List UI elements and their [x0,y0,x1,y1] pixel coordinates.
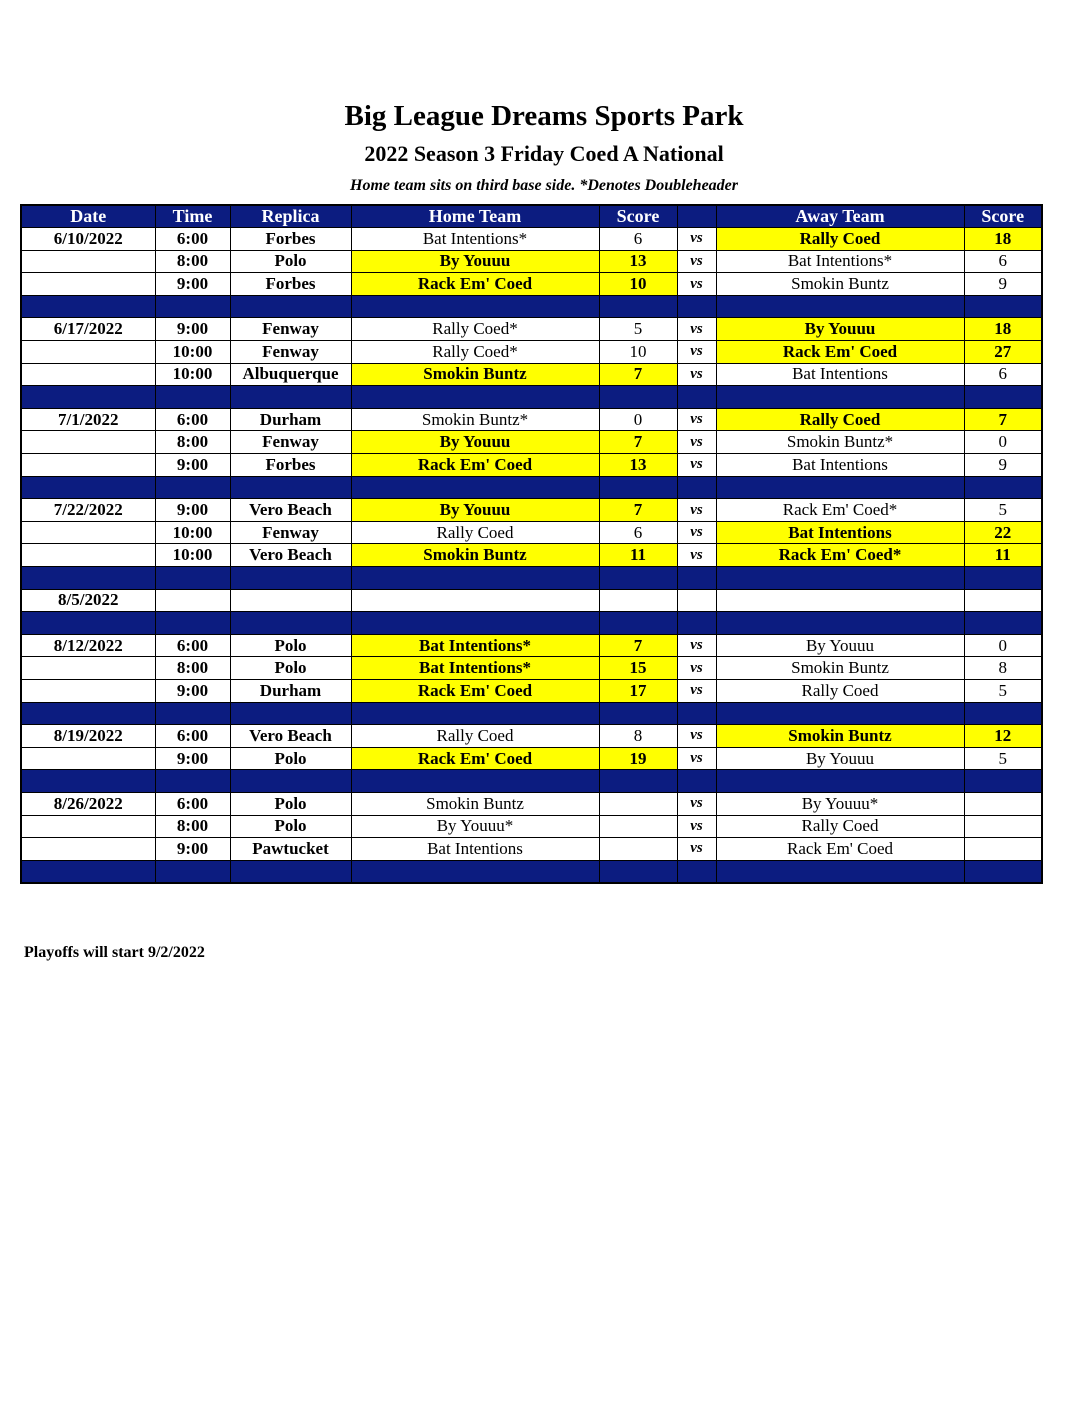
date-cell [21,273,155,296]
separator-cell [351,567,599,590]
separator-cell [21,702,155,725]
table-row [21,679,1042,702]
separator-cell [964,476,1042,499]
home-score-cell: 6 [599,228,677,251]
home-score-cell: 7 [599,499,677,522]
date-cell [21,838,155,861]
away-score-cell: 22 [964,521,1042,544]
date-cell: 8/5/2022 [21,589,155,612]
col-home-team-header: Home Team [351,205,599,228]
vs-cell: vs [677,431,716,454]
table-row [21,747,1042,770]
separator-cell [21,476,155,499]
table-row [21,341,1042,364]
separator-cell [351,386,599,409]
away-team-cell: Smokin Buntz [716,725,964,748]
away-score-cell: 12 [964,725,1042,748]
time-cell: 8:00 [155,657,230,680]
separator-cell [21,295,155,318]
replica-cell: Polo [230,815,351,838]
playoffs-note: Playoffs will start 9/2/2022 [24,944,205,961]
home-team-cell: Rack Em' Coed [351,747,599,770]
separator-cell [677,386,716,409]
separator-cell [351,770,599,793]
replica-cell: Forbes [230,273,351,296]
table-row [21,408,1042,431]
away-team-cell: By Youuu* [716,792,964,815]
separator-cell [716,770,964,793]
time-cell: 9:00 [155,679,230,702]
vs-cell: vs [677,679,716,702]
separator-cell [230,702,351,725]
date-cell [21,363,155,386]
separator-cell [599,295,677,318]
away-score-cell: 11 [964,544,1042,567]
home-score-cell: 7 [599,363,677,386]
replica-cell: Polo [230,747,351,770]
table-row [21,499,1042,522]
separator-cell [230,860,351,883]
separator-cell [21,386,155,409]
separator-cell [351,702,599,725]
schedule-table [20,204,1043,884]
home-score-cell: 13 [599,250,677,273]
separator-cell [230,770,351,793]
away-score-cell: 18 [964,318,1042,341]
away-score-cell: 0 [964,634,1042,657]
separator-cell [21,860,155,883]
replica-cell: Forbes [230,228,351,251]
separator-cell [716,476,964,499]
vs-cell: vs [677,318,716,341]
date-cell [21,454,155,477]
separator-cell [21,612,155,635]
replica-cell: Polo [230,657,351,680]
away-team-cell: Rack Em' Coed* [716,544,964,567]
away-team-cell: By Youuu [716,747,964,770]
separator-row [21,567,1042,590]
home-team-cell: Rack Em' Coed [351,679,599,702]
separator-cell [230,612,351,635]
time-cell: 10:00 [155,521,230,544]
home-team-cell: Bat Intentions* [351,228,599,251]
replica-cell: Polo [230,250,351,273]
replica-cell: Vero Beach [230,499,351,522]
away-score-cell [964,589,1042,612]
date-cell: 6/17/2022 [21,318,155,341]
away-score-cell [964,815,1042,838]
separator-row [21,860,1042,883]
home-score-cell: 19 [599,747,677,770]
separator-cell [155,567,230,590]
home-score-cell [599,815,677,838]
separator-cell [599,770,677,793]
date-cell [21,521,155,544]
separator-cell [155,770,230,793]
separator-cell [677,770,716,793]
away-team-cell: Rally Coed [716,679,964,702]
home-score-cell [599,838,677,861]
away-team-cell [716,589,964,612]
time-cell: 8:00 [155,431,230,454]
separator-cell [351,476,599,499]
home-score-cell: 8 [599,725,677,748]
away-team-cell: Smokin Buntz [716,273,964,296]
home-team-cell: Rally Coed* [351,341,599,364]
away-team-cell: Bat Intentions* [716,250,964,273]
replica-cell: Fenway [230,341,351,364]
separator-cell [716,612,964,635]
separator-row [21,770,1042,793]
home-team-cell: Rally Coed* [351,318,599,341]
vs-cell: vs [677,544,716,567]
col-date-header: Date [21,205,155,228]
vs-cell: vs [677,408,716,431]
col-home-score-header: Score [599,205,677,228]
separator-cell [716,295,964,318]
home-team-cell: Smokin Buntz [351,792,599,815]
separator-cell [230,567,351,590]
home-team-cell: Smokin Buntz* [351,408,599,431]
home-score-cell: 15 [599,657,677,680]
vs-cell: vs [677,634,716,657]
col-vs-header [677,205,716,228]
away-score-cell: 9 [964,273,1042,296]
replica-cell: Forbes [230,454,351,477]
table-row [21,589,1042,612]
separator-row [21,702,1042,725]
home-team-cell: By Youuu [351,499,599,522]
separator-cell [677,295,716,318]
home-team-cell: Smokin Buntz [351,544,599,567]
vs-cell: vs [677,250,716,273]
table-row [21,273,1042,296]
away-team-cell: Bat Intentions [716,454,964,477]
date-cell [21,431,155,454]
separator-row [21,295,1042,318]
table-row [21,228,1042,251]
separator-cell [155,860,230,883]
separator-cell [716,567,964,590]
separator-cell [351,860,599,883]
home-team-cell: Bat Intentions [351,838,599,861]
away-score-cell: 5 [964,747,1042,770]
time-cell: 9:00 [155,838,230,861]
home-team-cell: Rack Em' Coed [351,273,599,296]
time-cell [155,589,230,612]
away-team-cell: Smokin Buntz* [716,431,964,454]
away-team-cell: By Youuu [716,634,964,657]
away-score-cell: 5 [964,679,1042,702]
vs-cell: vs [677,499,716,522]
time-cell: 10:00 [155,544,230,567]
away-score-cell [964,792,1042,815]
away-team-cell: Rack Em' Coed [716,341,964,364]
time-cell: 8:00 [155,250,230,273]
separator-cell [677,612,716,635]
home-team-cell: Bat Intentions* [351,634,599,657]
replica-cell: Durham [230,679,351,702]
separator-cell [964,702,1042,725]
away-score-cell: 5 [964,499,1042,522]
time-cell: 8:00 [155,815,230,838]
away-score-cell: 6 [964,250,1042,273]
home-score-cell: 17 [599,679,677,702]
col-replica-header: Replica [230,205,351,228]
time-cell: 10:00 [155,363,230,386]
home-team-cell: Bat Intentions* [351,657,599,680]
separator-cell [351,612,599,635]
away-score-cell: 8 [964,657,1042,680]
separator-cell [230,295,351,318]
page-subtitle: 2022 Season 3 Friday Coed A National [364,141,724,166]
date-cell [21,250,155,273]
table-row [21,634,1042,657]
separator-cell [716,860,964,883]
vs-cell: vs [677,657,716,680]
table-row [21,521,1042,544]
time-cell: 9:00 [155,499,230,522]
separator-cell [677,702,716,725]
home-score-cell: 6 [599,521,677,544]
time-cell: 6:00 [155,634,230,657]
home-team-cell: Smokin Buntz [351,363,599,386]
separator-cell [351,295,599,318]
table-row [21,454,1042,477]
vs-cell: vs [677,747,716,770]
separator-cell [155,476,230,499]
separator-cell [964,295,1042,318]
away-score-cell: 9 [964,454,1042,477]
time-cell: 9:00 [155,747,230,770]
date-cell: 8/26/2022 [21,792,155,815]
col-away-team-header: Away Team [716,205,964,228]
time-cell: 6:00 [155,725,230,748]
separator-cell [599,860,677,883]
replica-cell: Albuquerque [230,363,351,386]
separator-cell [677,567,716,590]
away-team-cell: Bat Intentions [716,521,964,544]
away-score-cell: 7 [964,408,1042,431]
separator-cell [155,612,230,635]
time-cell: 9:00 [155,318,230,341]
replica-cell: Polo [230,634,351,657]
separator-row [21,476,1042,499]
date-cell [21,657,155,680]
vs-cell: vs [677,792,716,815]
home-team-cell: By Youuu [351,431,599,454]
date-cell [21,815,155,838]
replica-cell: Pawtucket [230,838,351,861]
time-cell: 6:00 [155,792,230,815]
replica-cell: Durham [230,408,351,431]
away-team-cell: Rally Coed [716,815,964,838]
separator-cell [599,612,677,635]
vs-cell: vs [677,838,716,861]
replica-cell: Fenway [230,318,351,341]
date-cell: 8/12/2022 [21,634,155,657]
replica-cell: Fenway [230,521,351,544]
replica-cell: Vero Beach [230,544,351,567]
home-score-cell: 13 [599,454,677,477]
away-team-cell: Rally Coed [716,408,964,431]
time-cell: 9:00 [155,454,230,477]
vs-cell: vs [677,228,716,251]
time-cell: 6:00 [155,228,230,251]
replica-cell [230,589,351,612]
away-score-cell: 27 [964,341,1042,364]
home-team-cell: By Youuu* [351,815,599,838]
time-cell: 10:00 [155,341,230,364]
schedule-body [21,228,1042,883]
separator-cell [964,567,1042,590]
separator-cell [677,476,716,499]
separator-row [21,612,1042,635]
col-time-header: Time [155,205,230,228]
time-cell: 9:00 [155,273,230,296]
table-row [21,792,1042,815]
vs-cell: vs [677,815,716,838]
table-row [21,657,1042,680]
home-score-cell: 0 [599,408,677,431]
date-cell: 7/22/2022 [21,499,155,522]
separator-cell [599,567,677,590]
date-cell [21,544,155,567]
page-title: Big League Dreams Sports Park [344,100,744,132]
away-team-cell: By Youuu [716,318,964,341]
home-score-cell: 11 [599,544,677,567]
replica-cell: Polo [230,792,351,815]
separator-cell [155,295,230,318]
home-score-cell: 10 [599,341,677,364]
time-cell: 6:00 [155,408,230,431]
table-row [21,544,1042,567]
home-team-cell: By Youuu [351,250,599,273]
vs-cell: vs [677,454,716,477]
col-away-score-header: Score [964,205,1042,228]
header-row [21,205,1042,228]
away-score-cell: 18 [964,228,1042,251]
replica-cell: Vero Beach [230,725,351,748]
table-row [21,318,1042,341]
vs-cell: vs [677,363,716,386]
date-cell: 6/10/2022 [21,228,155,251]
away-team-cell: Rally Coed [716,228,964,251]
home-score-cell [599,792,677,815]
separator-cell [599,476,677,499]
table-row [21,431,1042,454]
vs-cell: vs [677,725,716,748]
away-team-cell: Smokin Buntz [716,657,964,680]
home-score-cell: 10 [599,273,677,296]
separator-cell [21,567,155,590]
home-score-cell [599,589,677,612]
schedule-note: Home team sits on third base side. *Denotes Doubleheader [350,177,738,194]
home-team-cell: Rally Coed [351,725,599,748]
home-team-cell: Rack Em' Coed [351,454,599,477]
separator-cell [677,860,716,883]
separator-cell [964,612,1042,635]
away-team-cell: Bat Intentions [716,363,964,386]
away-team-cell: Rack Em' Coed* [716,499,964,522]
date-cell: 7/1/2022 [21,408,155,431]
separator-cell [599,702,677,725]
home-score-cell: 7 [599,431,677,454]
home-score-cell: 5 [599,318,677,341]
separator-cell [716,386,964,409]
replica-cell: Fenway [230,431,351,454]
table-row [21,250,1042,273]
separator-cell [964,860,1042,883]
separator-row [21,386,1042,409]
away-score-cell: 6 [964,363,1042,386]
date-cell: 8/19/2022 [21,725,155,748]
table-row [21,725,1042,748]
separator-cell [230,476,351,499]
vs-cell: vs [677,273,716,296]
away-score-cell: 0 [964,431,1042,454]
away-team-cell: Rack Em' Coed [716,838,964,861]
table-row [21,363,1042,386]
vs-cell [677,589,716,612]
separator-cell [21,770,155,793]
table-row [21,838,1042,861]
separator-cell [599,386,677,409]
home-score-cell: 7 [599,634,677,657]
separator-cell [964,386,1042,409]
separator-cell [964,770,1042,793]
home-team-cell [351,589,599,612]
date-cell [21,341,155,364]
vs-cell: vs [677,521,716,544]
away-score-cell [964,838,1042,861]
home-team-cell: Rally Coed [351,521,599,544]
date-cell [21,679,155,702]
vs-cell: vs [677,341,716,364]
separator-cell [155,386,230,409]
separator-cell [230,386,351,409]
table-row [21,815,1042,838]
separator-cell [716,702,964,725]
date-cell [21,747,155,770]
separator-cell [155,702,230,725]
